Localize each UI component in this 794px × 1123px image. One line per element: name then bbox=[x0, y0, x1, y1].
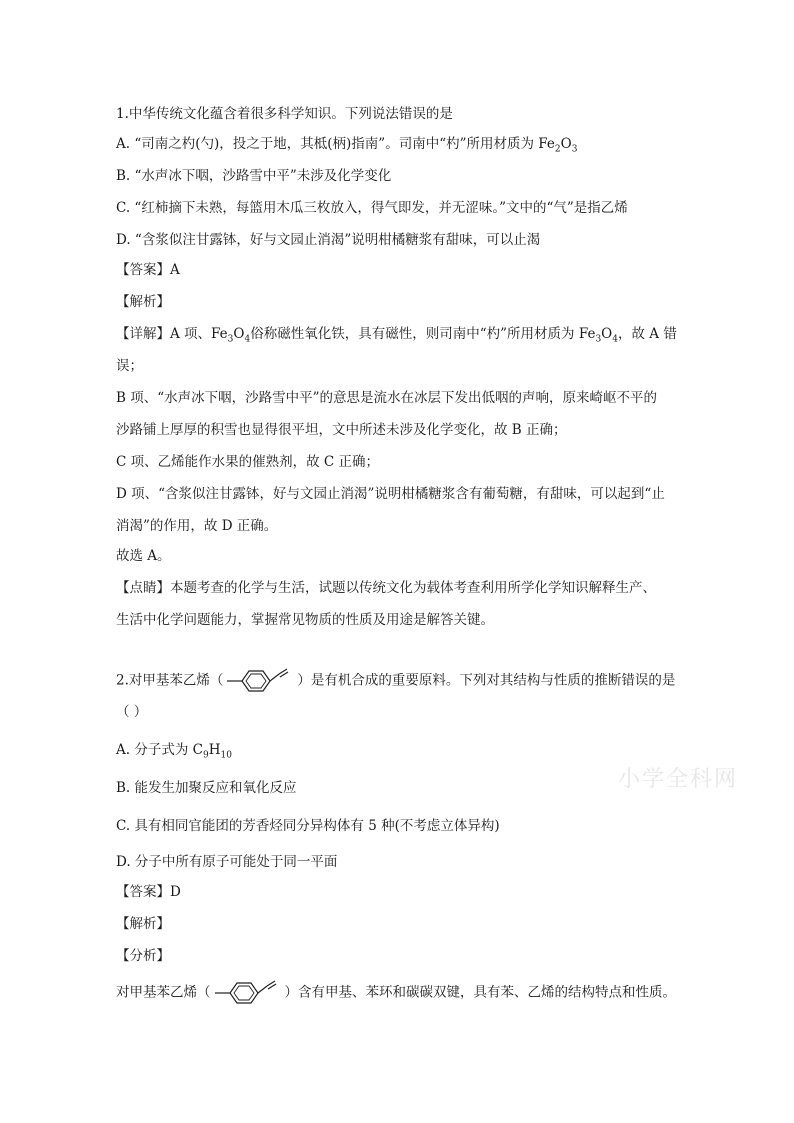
q1-comment-line-2: 生活中化学问题能力，掌握常见物质的性质及用途是解答关键。 bbox=[116, 612, 494, 628]
watermark: 小学全科网 bbox=[618, 767, 739, 792]
subscript: 4 bbox=[612, 334, 618, 345]
q1-detail-line-5: C 项、乙烯能作水果的催熟剂，故 C 正确； bbox=[116, 454, 380, 470]
q1-option-a bbox=[116, 134, 694, 160]
q2-option-d: D. 分子中所有原子可能处于同一平面 bbox=[116, 854, 338, 870]
q1-option-d: D. “含浆似注甘露钵，好与文园止消渴”说明柑橘糖浆有甜味，可以止渴 bbox=[116, 232, 541, 248]
q2-option-a-text: H bbox=[208, 742, 221, 758]
q1-option-c: C. “红柿摘下未熟，每篮用木瓜三枚放入，得气即发，并无涩味。”文中的“气”是指乙烯 bbox=[116, 200, 628, 216]
q2-option-c: C. 具有相同官能团的芳香烃同分异构体有 5 种(不考虑立体异构) bbox=[116, 818, 500, 834]
q2-analysis-body bbox=[116, 980, 694, 1006]
q2-analysis-text: 对甲基苯乙烯（ bbox=[116, 984, 211, 1001]
q2-stem bbox=[116, 668, 694, 694]
subscript: 2 bbox=[554, 144, 561, 155]
subscript: 3 bbox=[571, 144, 578, 155]
q1-analysis-label: 【解析】 bbox=[116, 294, 170, 310]
q1-detail-line-1 bbox=[116, 324, 694, 350]
p-methylstyrene-structure-icon bbox=[225, 668, 295, 694]
q1-detail-line-7: 消渴”的作用，故 D 正确。 bbox=[116, 518, 278, 534]
q2-analysis-label: 【解析】 bbox=[116, 916, 170, 932]
q1-stem: 1.中华传统文化蕴含着很多科学知识。下列说法错误的是 bbox=[116, 106, 453, 122]
q2-option-b: B. 能发生加聚反应和氧化反应 bbox=[116, 780, 297, 796]
detail-text: O bbox=[233, 326, 245, 342]
q1-detail-line-6: D 项、“含浆似注甘露钵，好与文园止消渴”说明柑橘糖浆含有葡萄糖，有甜味，可以起到“止 bbox=[116, 486, 665, 502]
subscript: 9 bbox=[202, 750, 209, 761]
detail-text: 俗称磁性氧化铁，具有磁性，则司南中“杓”所用材质为 Fe bbox=[250, 326, 596, 342]
detail-text: ，故 A 错 bbox=[617, 326, 677, 342]
q1-comment-line-1: 【点睛】本题考查的化学与生活，试题以传统文化为载体考查利用所学化学知识解释生产、 bbox=[116, 580, 656, 596]
q1-detail-line-2: 误； bbox=[116, 358, 143, 374]
q1-option-b: B. “水声冰下咽，沙路雪中平”未涉及化学变化 bbox=[116, 168, 392, 184]
p-methylstyrene-structure-icon bbox=[213, 980, 283, 1006]
q1-answer: 【答案】A bbox=[116, 262, 180, 278]
q2-answer: 【答案】D bbox=[116, 884, 181, 900]
q1-detail-line-4: 沙路铺上厚厚的积雪也显得很平坦，文中所述未涉及化学变化，故 B 正确； bbox=[116, 422, 567, 438]
q2-stem-paren: （ ） bbox=[116, 704, 148, 720]
subscript: 4 bbox=[244, 334, 251, 345]
q2-option-a bbox=[116, 740, 694, 766]
q1-option-a-text: O bbox=[560, 136, 572, 152]
q2-analysis-sub: 【分析】 bbox=[116, 948, 170, 964]
q2-stem-text: 2.对甲基苯乙烯（ bbox=[116, 672, 224, 689]
q1-detail-line-3: B 项、“水声冰下咽，沙路雪中平”的意思是流水在冰层下发出低咽的声响，原来崎岖不平的 bbox=[116, 390, 658, 406]
detail-text: 【详解】A 项、Fe bbox=[116, 326, 228, 342]
q1-option-a-text: A. “司南之杓(勺)，投之于地，其柢(柄)指南”。司南中“杓”所用材质为 Fe bbox=[116, 136, 555, 152]
q1-choice: 故选 A。 bbox=[116, 548, 171, 564]
subscript: 10 bbox=[220, 750, 232, 761]
subscript: 3 bbox=[227, 334, 234, 345]
subscript: 3 bbox=[595, 334, 602, 345]
q2-stem-text: ）是有机合成的重要原料。下列对其结构与性质的推断错误的是 bbox=[297, 672, 676, 689]
q2-option-a-text: A. 分子式为 C bbox=[116, 742, 203, 758]
q2-analysis-text: ）含有甲基、苯环和碳碳双键，具有苯、乙烯的结构特点和性质。 bbox=[284, 984, 676, 1001]
detail-text: O bbox=[601, 326, 613, 342]
